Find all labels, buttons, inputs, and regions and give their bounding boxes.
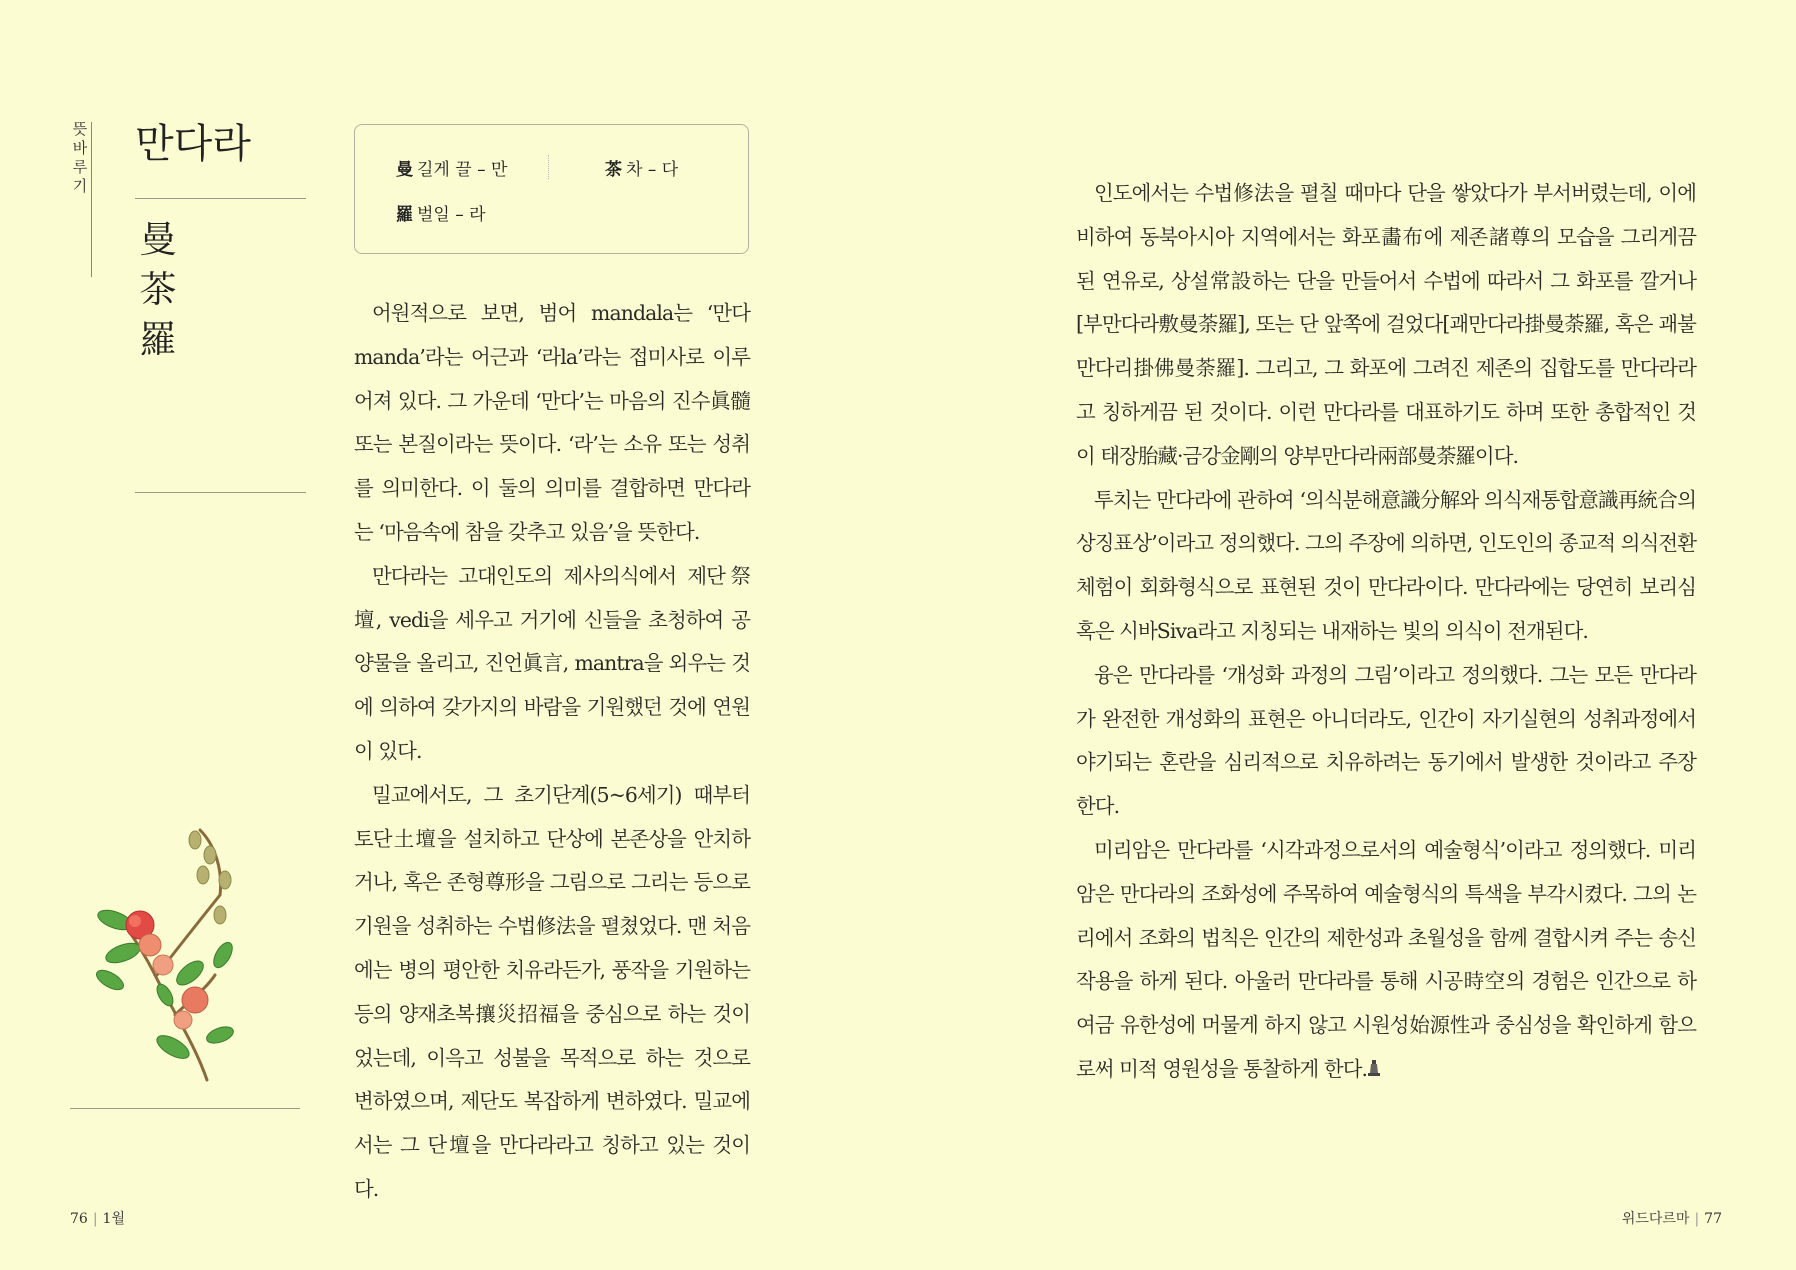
bud-shape — [219, 871, 231, 889]
body-paragraph-text: 미리암은 만다라를 ‘시각과정으로서의 예술형식’이라고 정의했다. 미리암은 만다라의 조화성에 주목하여 예술형식의 특색을 부각시켰다. 그의 논리에서 조화의 법칙은 인간의 제한성과 초월성을 함께 결합시켜 주는 송신작용을 하게 된다. 아울러 만다라를 통해 시공時空의 경험은 인간으로 하여금 유한성에 머물게 하지 않고 시원성始源性과 중심성을 확인하게 함으로써 미적 영원성을 통찰하게 한다. — [1076, 837, 1696, 1081]
flower-shape — [153, 955, 173, 975]
leaf-shape — [210, 939, 236, 970]
section-label-vertical — [70, 120, 90, 196]
body-paragraph — [1076, 829, 1696, 1092]
bud-shape — [197, 866, 209, 884]
section-label-char: 루 — [72, 158, 88, 176]
leaf-shape — [154, 982, 176, 1009]
gloss-meaning: 차 – 다 — [626, 160, 679, 180]
body-column-left — [354, 292, 750, 1212]
body-paragraph: 융은 만다라를 ‘개성화 과정의 그림’이라고 정의했다. 그는 모든 만다라가 완전한 개성화의 표현은 아니더라도, 인간이 자기실현의 성취과정에서 야기되는 혼란을 심리적으로 치유하려는 동기에서 발생한 것이라고 주장한다. — [1076, 662, 1696, 819]
body-paragraph: 어원적으로 보면, 범어 mandala는 ‘만다manda’라는 어근과 ‘라la’라는 접미사로 이루어져 있다. 그 가운데 ‘만다’는 마음의 진수眞髓 또는 본질이라는 뜻이다. ‘라’는 소유 또는 성취를 의미한다. 이 둘의 의미를 결합하면 만다라는 ‘마음속에 참을 갖추고 있음’을 뜻한다. — [354, 301, 750, 544]
illustration-divider — [70, 1108, 300, 1109]
gloss-hanja: 茶 — [605, 160, 622, 180]
flower-shape — [174, 1011, 192, 1029]
page-number: 77 — [1704, 1211, 1722, 1227]
hanja-char: 曼 — [139, 218, 177, 261]
title-divider — [135, 198, 306, 199]
bud-shape — [204, 846, 216, 864]
folio-right: 위드다르마 | 77 — [1621, 1211, 1722, 1227]
folio-left: 76 | 1월 — [70, 1211, 125, 1227]
running-head: 위드다르마 — [1621, 1211, 1690, 1227]
gloss-item — [605, 155, 678, 180]
flower-shape — [182, 987, 208, 1013]
bud-shape — [189, 831, 201, 849]
leaf-shape — [95, 966, 126, 993]
title-hanja-vertical — [138, 215, 178, 365]
body-paragraph: 밀교에서도, 그 초기단계(5~6세기) 때부터 토단土壇을 설치하고 단상에 본존상을 안치하거나, 혹은 존형尊形을 그림으로 그리는 등으로 기원을 성취하는 수법修法을 펼쳤었다. 맨 처음에는 병의 평안한 치유라든가, 풍작을 기원하는 등의 양재초복攘災招福을 중심으로 하는 것이었는데, 이윽고 성불을 목적으로 하는 것으로 변하였으며, 제단도 복잡하게 변하였다. 밀교에서는 그 단壇을 만다라라고 칭하고 있는 것이다. — [354, 782, 750, 1201]
gloss-separator — [548, 155, 549, 179]
gloss-hanja: 羅 — [396, 205, 413, 225]
flower-branch-illustration — [95, 825, 245, 1085]
flower-shape — [129, 915, 141, 927]
leaf-shape — [173, 957, 208, 990]
gloss-meaning: 길게 끌 – 만 — [417, 160, 508, 180]
section-label-rule — [91, 122, 92, 277]
flower-shape — [139, 934, 161, 956]
body-paragraph: 투치는 만다라에 관하여 ‘의식분해意識分解와 의식재통합意識再統合의 상징표상’이라고 정의했다. 그의 주장에 의하면, 인도인의 종교적 의식전환체험이 회화형식으로 표현된 것이 만다라이다. 만다라에는 당연히 보리심 혹은 시바Siva라고 지칭되는 내재하는 빛의 의식이 전개된다. — [1076, 487, 1696, 643]
hanja-gloss-box — [354, 124, 749, 254]
section-label-char: 바 — [72, 139, 88, 157]
body-paragraph: 만다라는 고대인도의 제사의식에서 제단祭壇, vedi을 세우고 거기에 신들을 초청하여 공양물을 올리고, 진언眞言, mantra을 외우는 것에 의하여 갖가지의 바람을 기원했던 것에 연원이 있다. — [354, 563, 750, 763]
hanja-char: 茶 — [139, 268, 177, 311]
page-number: 76 — [70, 1211, 88, 1227]
running-head: 1월 — [102, 1211, 125, 1227]
page-title: 만다라 — [135, 121, 251, 167]
gloss-item — [396, 155, 507, 180]
body-paragraph: 인도에서는 수법修法을 펼칠 때마다 단을 쌓았다가 부서버렸는데, 이에 비하여 동북아시아 지역에서는 화포畵布에 제존諸尊의 모습을 그리게끔 된 연유로, 상설常設하는 단을 만들어서 수법에 따라서 그 화포를 깔거나[부만다라敷曼荼羅], 또는 단 앞쪽에 걸었다[괘만다라掛曼荼羅, 혹은 괘불만다리掛佛曼荼羅]. 그리고, 그 화포에 그려진 제존의 집합도를 만다라라고 칭하게끔 된 것이다. 이런 만다라를 대표하기도 하며 또한 총합적인 것이 태장胎藏·금강金剛의 양부만다라兩部曼荼羅이다. — [1076, 181, 1696, 468]
hanja-char: 羅 — [139, 318, 177, 361]
hanja-divider — [135, 492, 306, 493]
gloss-hanja: 曼 — [396, 160, 413, 180]
body-column-right — [1076, 172, 1696, 1092]
bud-shape — [214, 906, 226, 924]
gloss-meaning: 벌일 – 라 — [417, 205, 486, 225]
section-label-char: 기 — [72, 177, 88, 195]
section-label-char: 뜻 — [72, 120, 88, 138]
leaf-shape — [204, 1024, 235, 1047]
gloss-item — [396, 200, 486, 225]
end-mark-icon — [1367, 1058, 1381, 1078]
